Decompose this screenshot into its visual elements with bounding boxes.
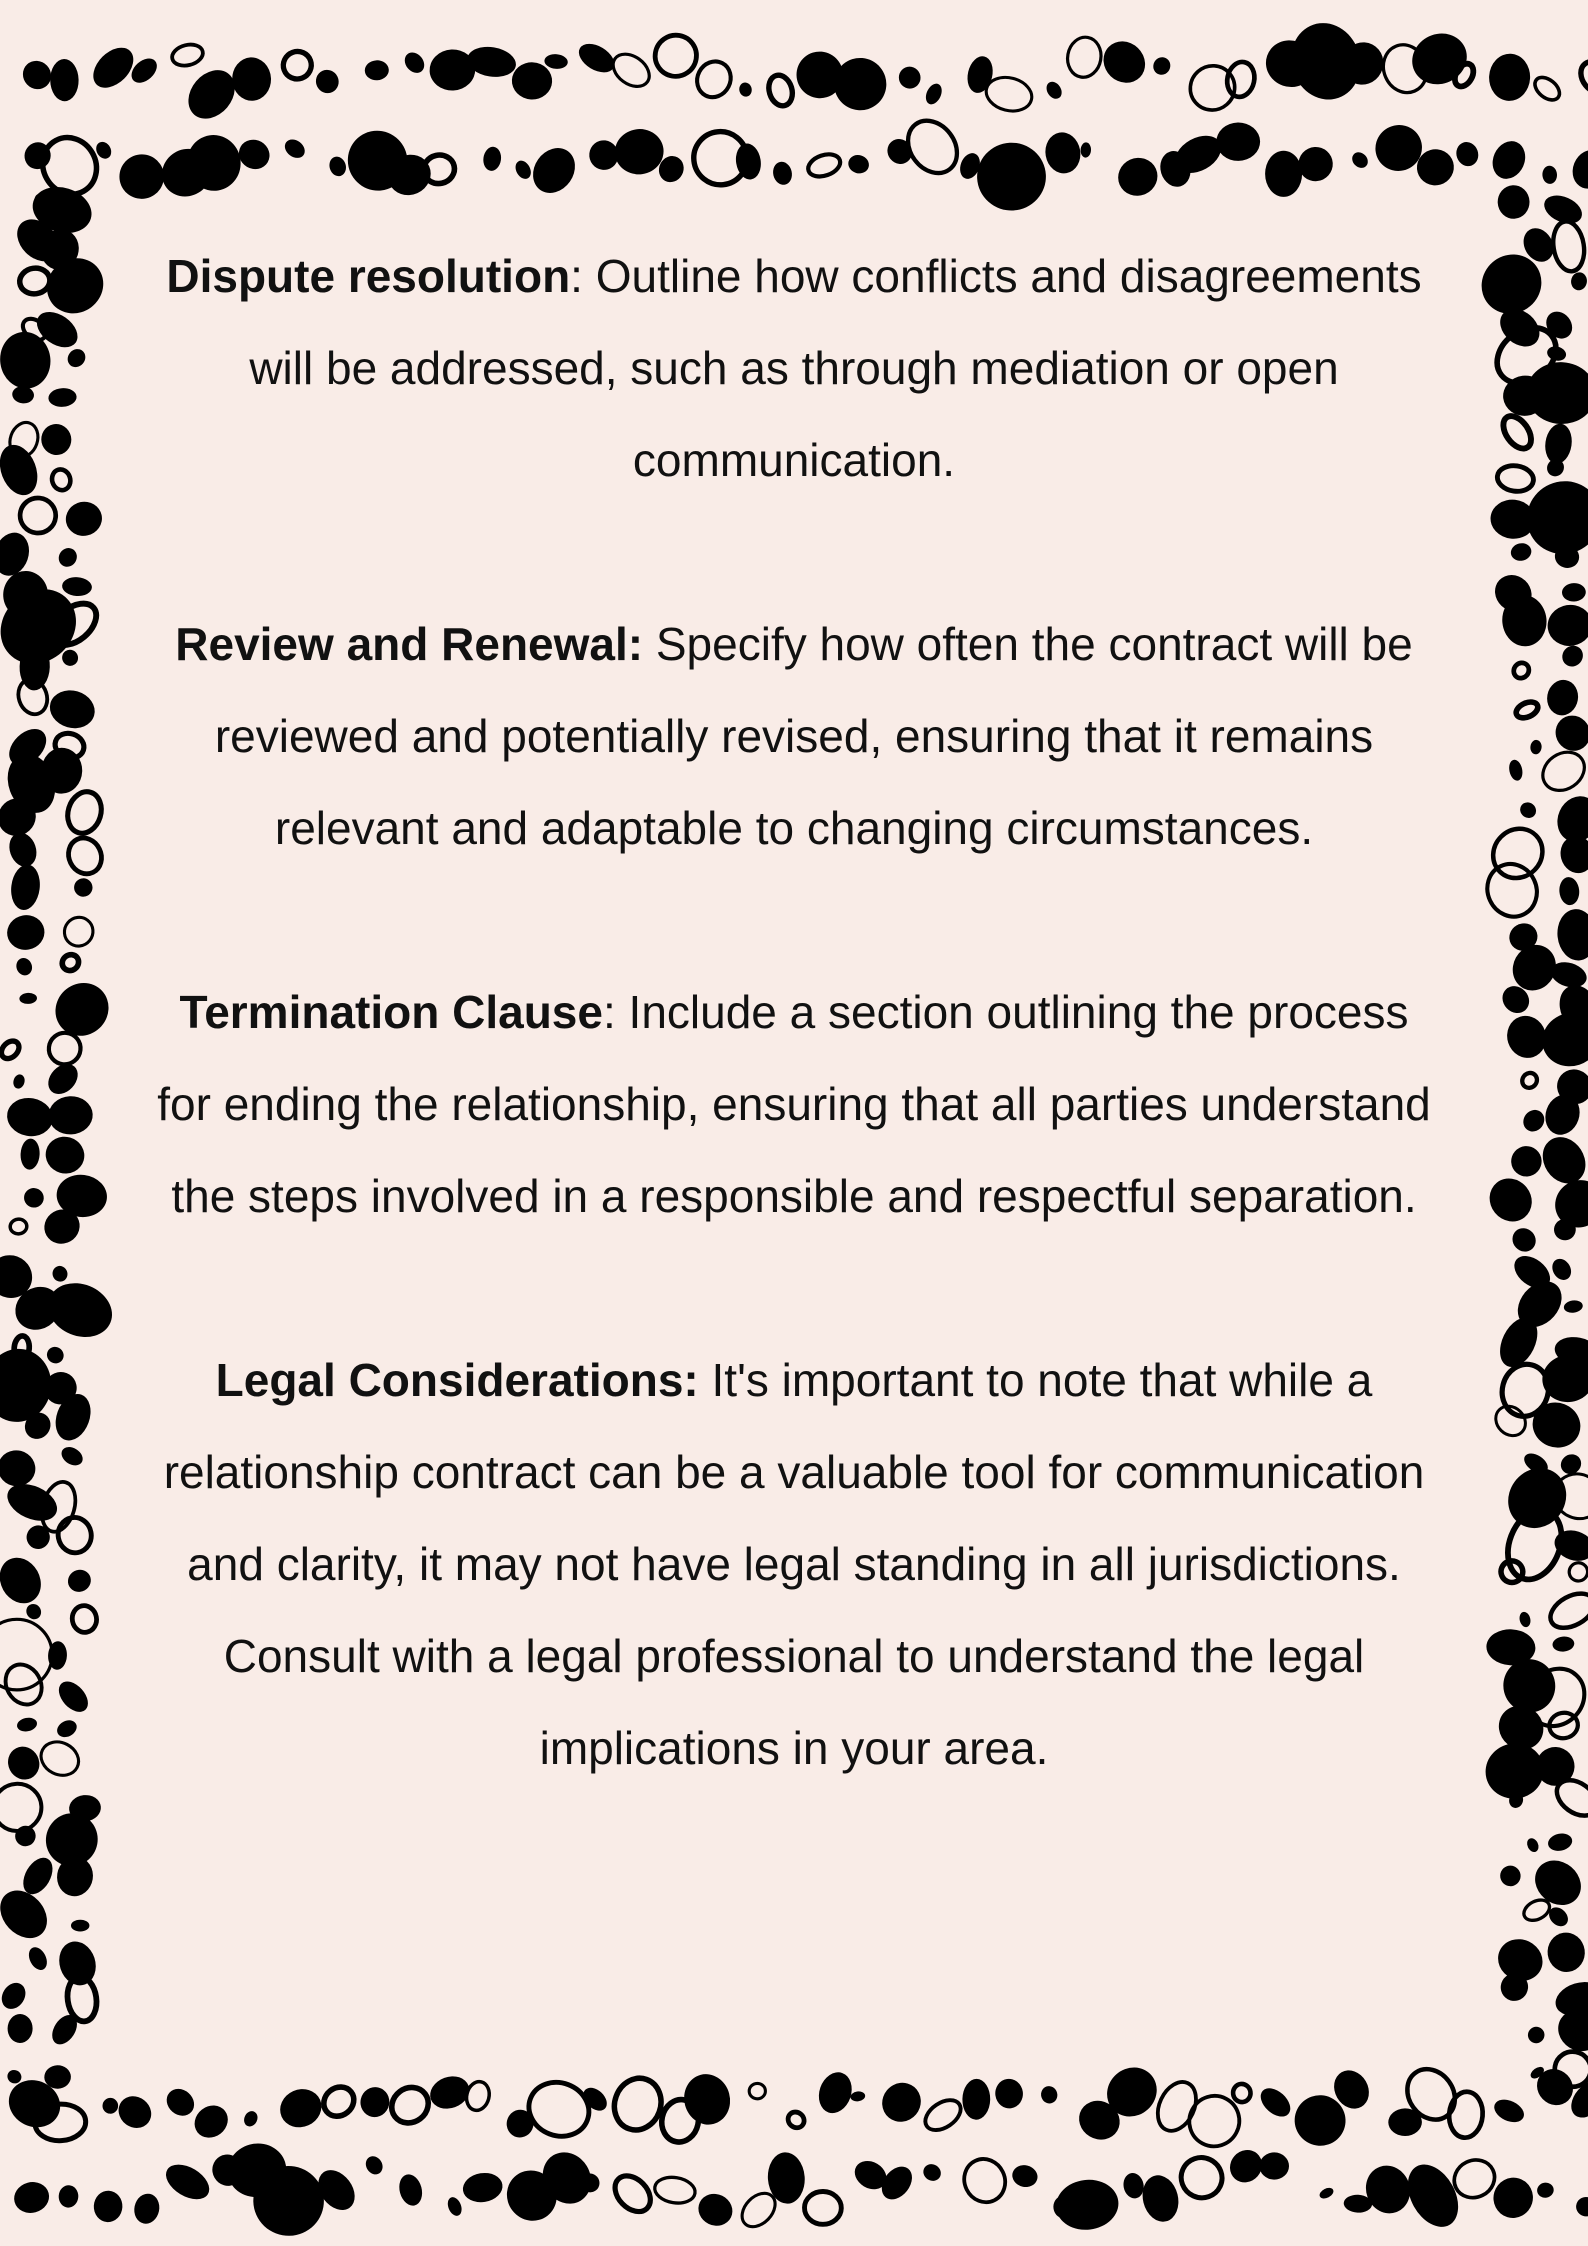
section-term: Dispute resolution <box>166 250 571 302</box>
border-dot <box>71 1920 89 1932</box>
border-dot <box>1265 151 1302 197</box>
section-term: Review and Renewal: <box>175 618 644 670</box>
section-term: Termination Clause <box>179 986 603 1038</box>
document-body <box>150 230 1438 1794</box>
section-termination-clause <box>150 966 1438 1242</box>
section-term: Legal Considerations: <box>215 1354 699 1406</box>
section-review-and-renewal <box>150 598 1438 874</box>
section-text: : Include a section outlining the process for ending the relationship, ensuring that all parties understand the steps involved in a responsible and respectful separation. <box>157 986 1431 1222</box>
section-legal-considerations <box>150 1334 1438 1794</box>
section-text: : Outline how conflicts and disagreements will be addressed, such as through mediation or open communication. <box>249 250 1422 486</box>
section-text: It's important to note that while a relationship contract can be a valuable tool for communication and clarity, it may not have legal standing in all jurisdictions. Consult with a legal professional to understand the legal implications in your area. <box>163 1354 1425 1774</box>
section-dispute-resolution <box>150 230 1438 506</box>
section-text: Specify how often the contract will be reviewed and potentially revised, ensuring that it remains relevant and adaptable to changing circumstances. <box>214 618 1413 854</box>
